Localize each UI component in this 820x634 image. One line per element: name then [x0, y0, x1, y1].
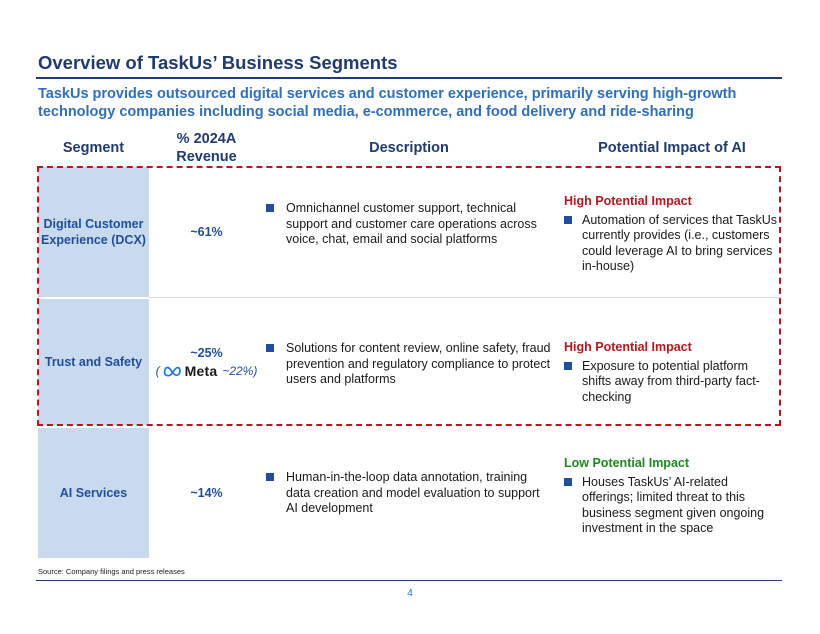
segment-label: Digital Customer Experience (DCX) [41, 217, 146, 247]
title-divider [36, 77, 782, 79]
description-text: Omnichannel customer support, technical support and customer care operations across voice, chat, email and social platforms [286, 201, 537, 246]
column-header-description: Description [369, 140, 449, 156]
impact-level-label: High Potential Impact [564, 340, 692, 354]
impact-level-label: High Potential Impact [564, 194, 692, 208]
revenue-cell-ai-services [149, 428, 264, 558]
description-text: Solutions for content review, online safety, fraud prevention and regulatory compliance to protect users and platforms [286, 341, 551, 386]
revenue-value: ~14% [190, 486, 223, 500]
revenue-value: ~25% [190, 346, 223, 360]
column-header-segment: Segment [62, 140, 125, 156]
meta-wordmark: Meta [184, 363, 218, 379]
description-ai-services [266, 470, 552, 517]
meta-share-value: ~22%) [222, 364, 258, 378]
segment-label: Trust and Safety [44, 355, 143, 369]
high-impact-highlight-box [37, 166, 781, 426]
page-subtitle: TaskUs provides outsourced digital services and customer experience, primarily serving high-growth technology companies including social media, e-commerce, and food delivery and ride-sharing [38, 86, 737, 120]
description-text: Human-in-the-loop data annotation, training data creation and model evaluation to support AI development [286, 470, 540, 515]
bullet-square-icon [564, 478, 572, 486]
source-note: Source: Company filings and press releases [38, 567, 185, 576]
column-header-impact: Potential Impact of AI [598, 140, 746, 156]
impact-level-label: Low Potential Impact [564, 456, 690, 470]
impact-text: Houses TaskUs’ AI-related offerings; limited threat to this business segment given ongoing investment in the space [582, 474, 765, 535]
column-header-revenue: % 2024A Revenue [176, 131, 237, 165]
revenue-value: ~61% [190, 225, 223, 239]
note-open-paren: ( [155, 364, 160, 378]
page-number: 4 [407, 588, 413, 599]
bullet-square-icon [266, 473, 274, 481]
impact-ai-services [564, 456, 780, 537]
impact-text: Automation of services that TaskUs currently provides (i.e., customers could leverage AI to bring services in-house) [582, 212, 777, 273]
segment-label: AI Services [59, 486, 128, 500]
impact-text: Exposure to potential platform shifts away from third-party fact-checking [582, 358, 760, 404]
segment-cell-ai-services [38, 428, 149, 558]
page-title: Overview of TaskUs’ Business Segments [38, 52, 398, 73]
footer-divider [36, 580, 782, 581]
